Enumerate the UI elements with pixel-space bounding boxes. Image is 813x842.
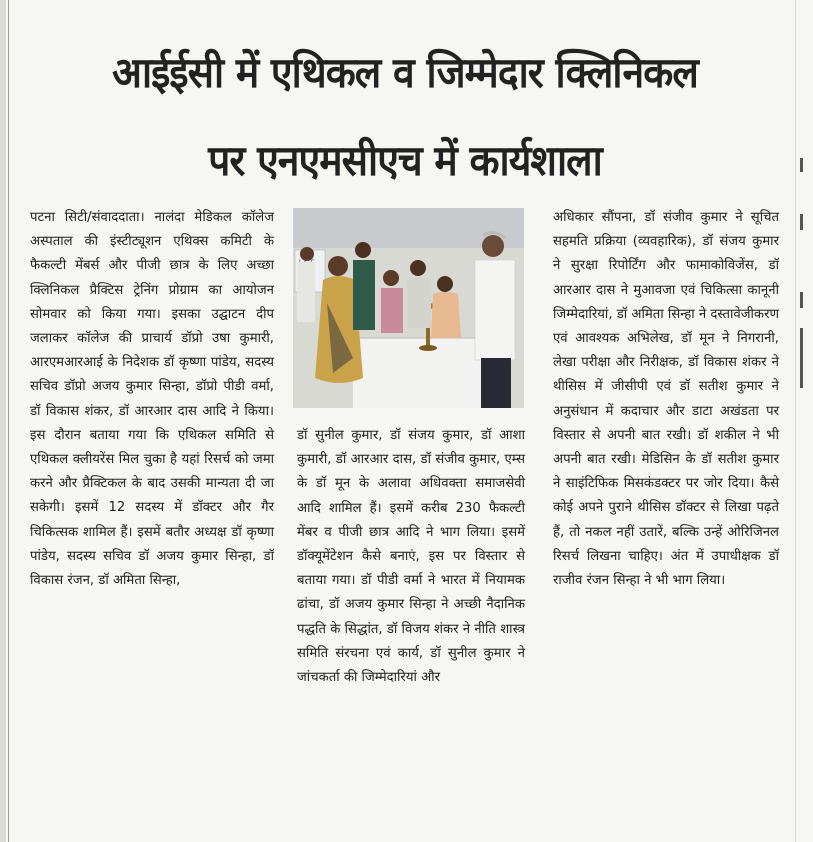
- column-rule-left: [8, 0, 9, 842]
- headline-line-2: पर एनएमसीएच में कार्यशाला: [208, 136, 602, 185]
- adjacent-article-fragment: [800, 214, 803, 230]
- article-column-3: अधिकार सौंपना, डॉ संजीव कुमार ने सूचित सहमति प्रक्रिया (व्यवहारिक), डॉ संजय कुमार ने सुरक्षा रिपोर्टिंग और फामाकोविजेंस, डॉ आरआर दास ने मुआवजा एवं चिकित्सा कानूनी जिम्मेदारियां, डॉ अमिता सिन्हा ने दस्तावेजीकरण एवं आवश्यक अभिलेख, डॉ मून ने निगरानी, लेखा परीक्षा और निरीक्षक, डॉ विकास शंकर ने थीसिस में जीसीपी एवं डॉ सतीश कुमार ने अनुसंधान में कदाचार और डाटा अखंडता पर विस्तार से अपनी बात रखी। डॉ शकील ने भी अपनी बात रखी। मेडिसिन के डॉ सतीश कुमार ने साइंटिफिक मिसकंडक्टर पर जोर दिया। कैसे कोई अपने पुराने थीसिस डॉक्टर से लिखा पढ़ते हैं, तो नकल नहीं उतारें, बल्कि उन्हें ओरिजिनल रिसर्च लिखना चाहिए। अंत में उपाधीक्षक डॉ राजीव रंजन सिन्हा ने भी भाग लिया।: [553, 210, 779, 589]
- adjacent-article-fragment: [800, 328, 803, 388]
- page-edge: [0, 0, 6, 842]
- headline-line-1: आईईसी में एथिकल व जिम्मेदार क्लिनिकल: [112, 48, 698, 97]
- adjacent-article-fragment: [800, 158, 803, 172]
- event-photo: [293, 208, 524, 408]
- article-column-2: डॉ सुनील कुमार, डॉ संजय कुमार, डॉ आशा कुमारी, डॉ आरआर दास, डॉ संजीव कुमार, एम्स के डॉ मून के अलावा अधिवक्ता समाजसेवी आदि शामिल हैं। इसमें करीब 230 फैकल्टी मेंबर व पीजी छात्र आदि ने भाग लिया। इसमें डॉक्यूमेंटेशन कैसे बनाएं, इस पर विस्तार से बताया गया। डॉ पीडी वर्मा ने भारत में नियामक ढांचा, डॉ अजय कुमार सिन्हा ने अच्छी नैदानिक पद्धति के सिद्धांत, डॉ विजय शंकर ने नीति शास्त्र समिति संरचना एवं कार्य, डॉ सुनील कुमार ने जांचकर्ता की जिम्मेदारियां और: [297, 428, 525, 686]
- column-rule-right: [795, 0, 796, 842]
- adjacent-article-fragment: [800, 292, 803, 308]
- lamp-lighting-photo: [293, 208, 524, 408]
- article-column-1: पटना सिटी/संवाददाता। नालंदा मेडिकल कॉलेज अस्पताल की इंस्टीट्यूशन एथिक्स कमिटी के फैकल्टी मेंबर्स और पीजी छात्र के लिए अच्छा क्लिनिकल प्रैक्टिस ट्रेनिंग प्रोग्राम का आयोजन सोमवार को किया गया। इसका उद्घाटन दीप जलाकर कॉलेज की प्राचार्य डॉप्रो उषा कुमारी, आरएमआरआई के निदेशक डॉ कृष्णा पांडेय, सदस्य सचिव डॉप्रो अजय कुमार सिन्हा, डॉप्रो पीडी वर्मा, डॉ विकास शंकर, डॉ आरआर दास आदि ने किया। इस दौरान बताया गया कि एथिकल समिति से एथिकल क्लीयरेंस मिल चुका है यहां रिसर्च को जमा करने और प्रैक्टिकल के बाद उसकी मान्यता दी जा सकेगी। इसमें 12 सदस्य में डॉक्टर और गैर चिकित्सक शामिल हैं। इसमें बतौर अध्यक्ष डॉ कृष्णा पांडेय, सदस्य सचिव डॉ अजय कुमार सिन्हा, डॉ विकास रंजन, डॉ अमिता सिन्हा,: [30, 210, 274, 589]
